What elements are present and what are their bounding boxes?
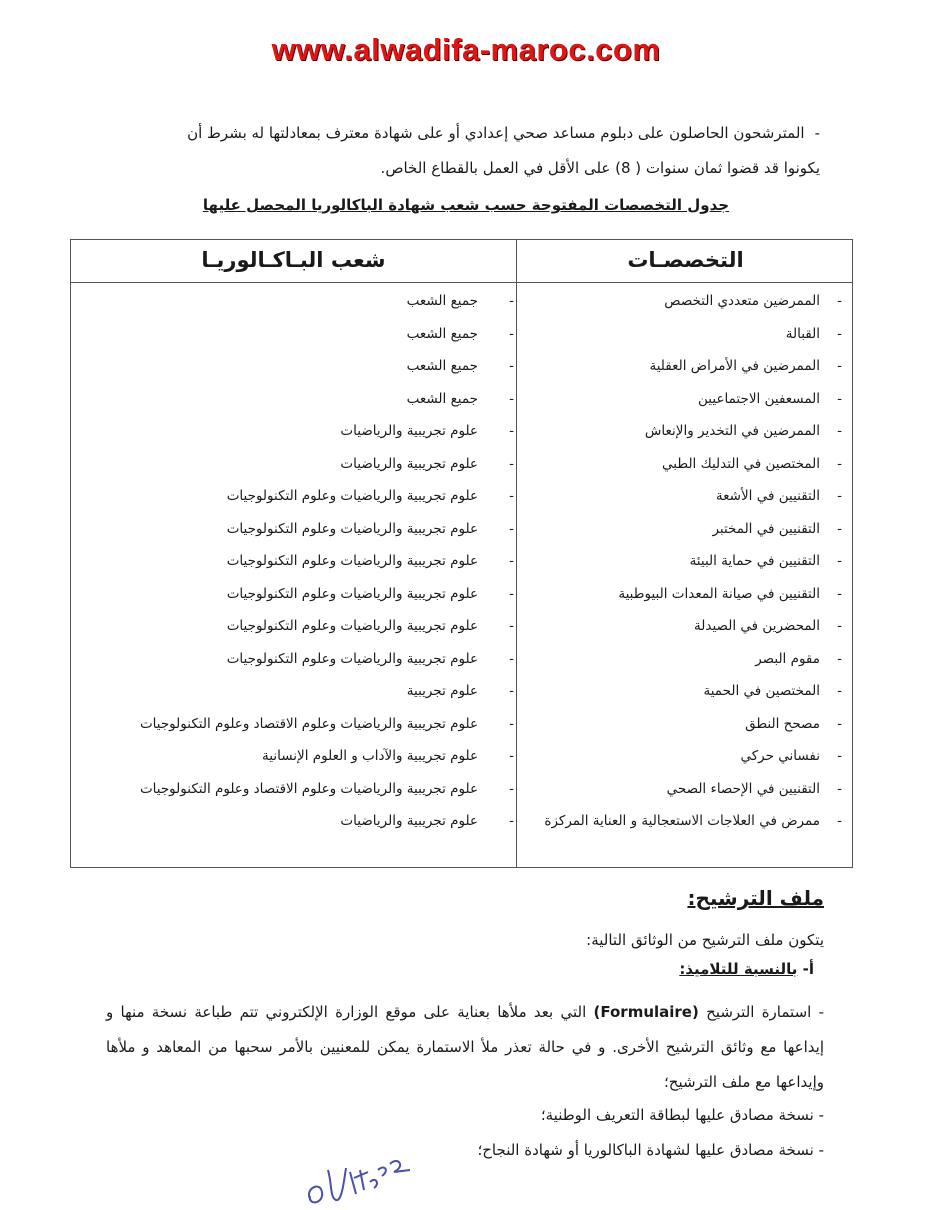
table-row [71, 448, 854, 481]
specialties-table [70, 239, 853, 868]
table-row [71, 708, 854, 741]
intro-line-2: يكونوا قد قضوا ثمان سنوات ( 8) على الأقل في العمل بالقطاع الخاص. [380, 159, 820, 177]
table-row [71, 773, 854, 806]
specialty-cell: -نفساني حركي [740, 748, 842, 764]
table-row [71, 318, 854, 351]
specialty-cell: -مقوم البصر [755, 650, 842, 667]
table-row [71, 740, 854, 773]
specialty-cell: -الممرضين في التخدير والإنعاش [644, 423, 842, 439]
handwritten-signature [298, 1150, 423, 1210]
table-row [71, 350, 854, 383]
branch-cell: -جميع الشعب [406, 293, 514, 309]
header-specialties: التخصصـات [627, 248, 744, 272]
branch-cell: -علوم تجريبية والآداب و العلوم الإنسانية [262, 748, 514, 764]
branch-cell: -علوم تجريبية والرياضيات [340, 423, 514, 439]
list-item: - نسخة مصادق عليها لبطاقة التعريف الوطنية؛ [540, 1106, 824, 1124]
branch-cell: -علوم تجريبية والرياضيات وعلوم التكنولوجيات [226, 553, 514, 569]
branch-cell: -علوم تجريبية والرياضيات [340, 455, 514, 472]
specialty-cell: -ممرض في العلاجات الاستعجالية و العناية المركزة [544, 813, 842, 829]
specialty-cell: -المختصين في التدليك الطبي [662, 455, 842, 472]
table-row [71, 643, 854, 676]
branch-cell: -علوم تجريبية والرياضيات وعلوم الاقتصاد وعلوم التكنولوجيات [139, 715, 514, 732]
form-paragraph-start: استمارة الترشيح [706, 1003, 812, 1021]
specialty-cell: -القبالة [785, 325, 842, 342]
form-paragraph: - استمارة الترشيح (Formulaire) التي بعد ملأها بعناية على موقع الوزارة الإلكتروني تتم طباعة نسخة منها و إيداعها مع وثائق الترشيح الأخرى. و في حالة تعذر ملأ الاستمارة يمكن للمعنيين بالأمر سحبها من المعاهد و ملأها وإيداعها مع ملف الترشيح؛ [106, 1003, 824, 1091]
specialty-cell: -مصحح النطق [745, 715, 842, 732]
branch-cell: -علوم تجريبية والرياضيات وعلوم التكنولوجيات [226, 488, 514, 504]
formulaire-word: (Formulaire) [593, 1003, 699, 1021]
specialty-cell: -الممرضين في الأمراض العقلية [649, 358, 842, 374]
table-row [71, 675, 854, 708]
table-title: جدول التخصصات المفتوحة حسب شعب شهادة الباكالوريا المحصل عليها [202, 196, 730, 214]
specialty-cell: -المحضرين في الصيدلة [694, 618, 842, 634]
table-row [71, 480, 854, 513]
branch-cell: -علوم تجريبية والرياضيات [340, 813, 514, 829]
subheading-label: أ- [802, 960, 814, 978]
table-row [71, 285, 854, 318]
table-row [71, 805, 854, 869]
table-row [71, 578, 854, 611]
specialty-cell: -التقنيين في حماية البيئة [689, 553, 842, 569]
branch-cell: -جميع الشعب [406, 390, 514, 407]
specialty-cell: -الممرضين متعددي التخصص [664, 293, 842, 309]
branch-cell: -علوم تجريبية والرياضيات وعلوم الاقتصاد وعلوم التكنولوجيات [139, 780, 514, 797]
specialty-cell: -المختصين في الحمية [703, 683, 842, 699]
table-row [71, 545, 854, 578]
specialty-cell: -التقنيين في الإحصاء الصحي [666, 780, 842, 797]
watermark-url: www.alwadifa-maroc.com [271, 32, 661, 67]
candidacy-title: ملف الترشيح: [687, 886, 824, 910]
table-row [71, 513, 854, 546]
branch-cell: -علوم تجريبية [406, 683, 514, 699]
specialty-cell: -التقنيين في صيانة المعدات البيوطبية [618, 585, 842, 602]
intro-line-1: المترشحون الحاصلون على دبلوم مساعد صحي إعدادي أو على شهادة معترف بمعادلتها له بشرط أن [187, 124, 805, 142]
specialty-cell: -المسعفين الاجتماعيين [698, 390, 842, 407]
candidacy-intro: يتكون ملف الترشيح من الوثائق التالية: [586, 931, 824, 949]
header-branches: شعب البـاكـالوريـا [201, 248, 386, 272]
intro-paragraph: -المترشحون الحاصلون على دبلوم مساعد صحي إعدادي أو على شهادة معترف بمعادلتها له بشرط أن يكونوا قد قضوا ثمان سنوات ( 8) على الأقل في العمل بالقطاع الخاص. [105, 116, 820, 186]
branch-cell: -علوم تجريبية والرياضيات وعلوم التكنولوجيات [226, 618, 514, 634]
subheading-text: بالنسبة للتلاميذ: [679, 960, 798, 978]
specialty-cell: -التقنيين في الأشعة [715, 488, 842, 504]
list-item: - نسخة مصادق عليها لشهادة الباكالوريا أو شهادة النجاح؛ [477, 1141, 824, 1159]
branch-cell: -علوم تجريبية والرياضيات وعلوم التكنولوجيات [226, 585, 514, 602]
table-body [71, 285, 854, 869]
branch-cell: -علوم تجريبية والرياضيات وعلوم التكنولوجيات [226, 650, 514, 667]
table-row [71, 610, 854, 643]
form-paragraph-rest: التي بعد ملأها بعناية على موقع الوزارة الإلكتروني تتم طباعة نسخة منها و إيداعها مع وثائق الترشيح الأخرى. و في حالة تعذر ملأ الاستمارة يمكن للمعنيين بالأمر سحبها من المعاهد و ملأها وإيداعها مع ملف الترشيح؛ [106, 1003, 824, 1091]
table-row [71, 415, 854, 448]
students-subheading [679, 960, 814, 978]
branch-cell: -جميع الشعب [406, 358, 514, 374]
branch-cell: -جميع الشعب [406, 325, 514, 342]
specialty-cell: -التقنيين في المختبر [712, 520, 842, 537]
branch-cell: -علوم تجريبية والرياضيات وعلوم التكنولوجيات [226, 520, 514, 537]
table-row [71, 383, 854, 416]
